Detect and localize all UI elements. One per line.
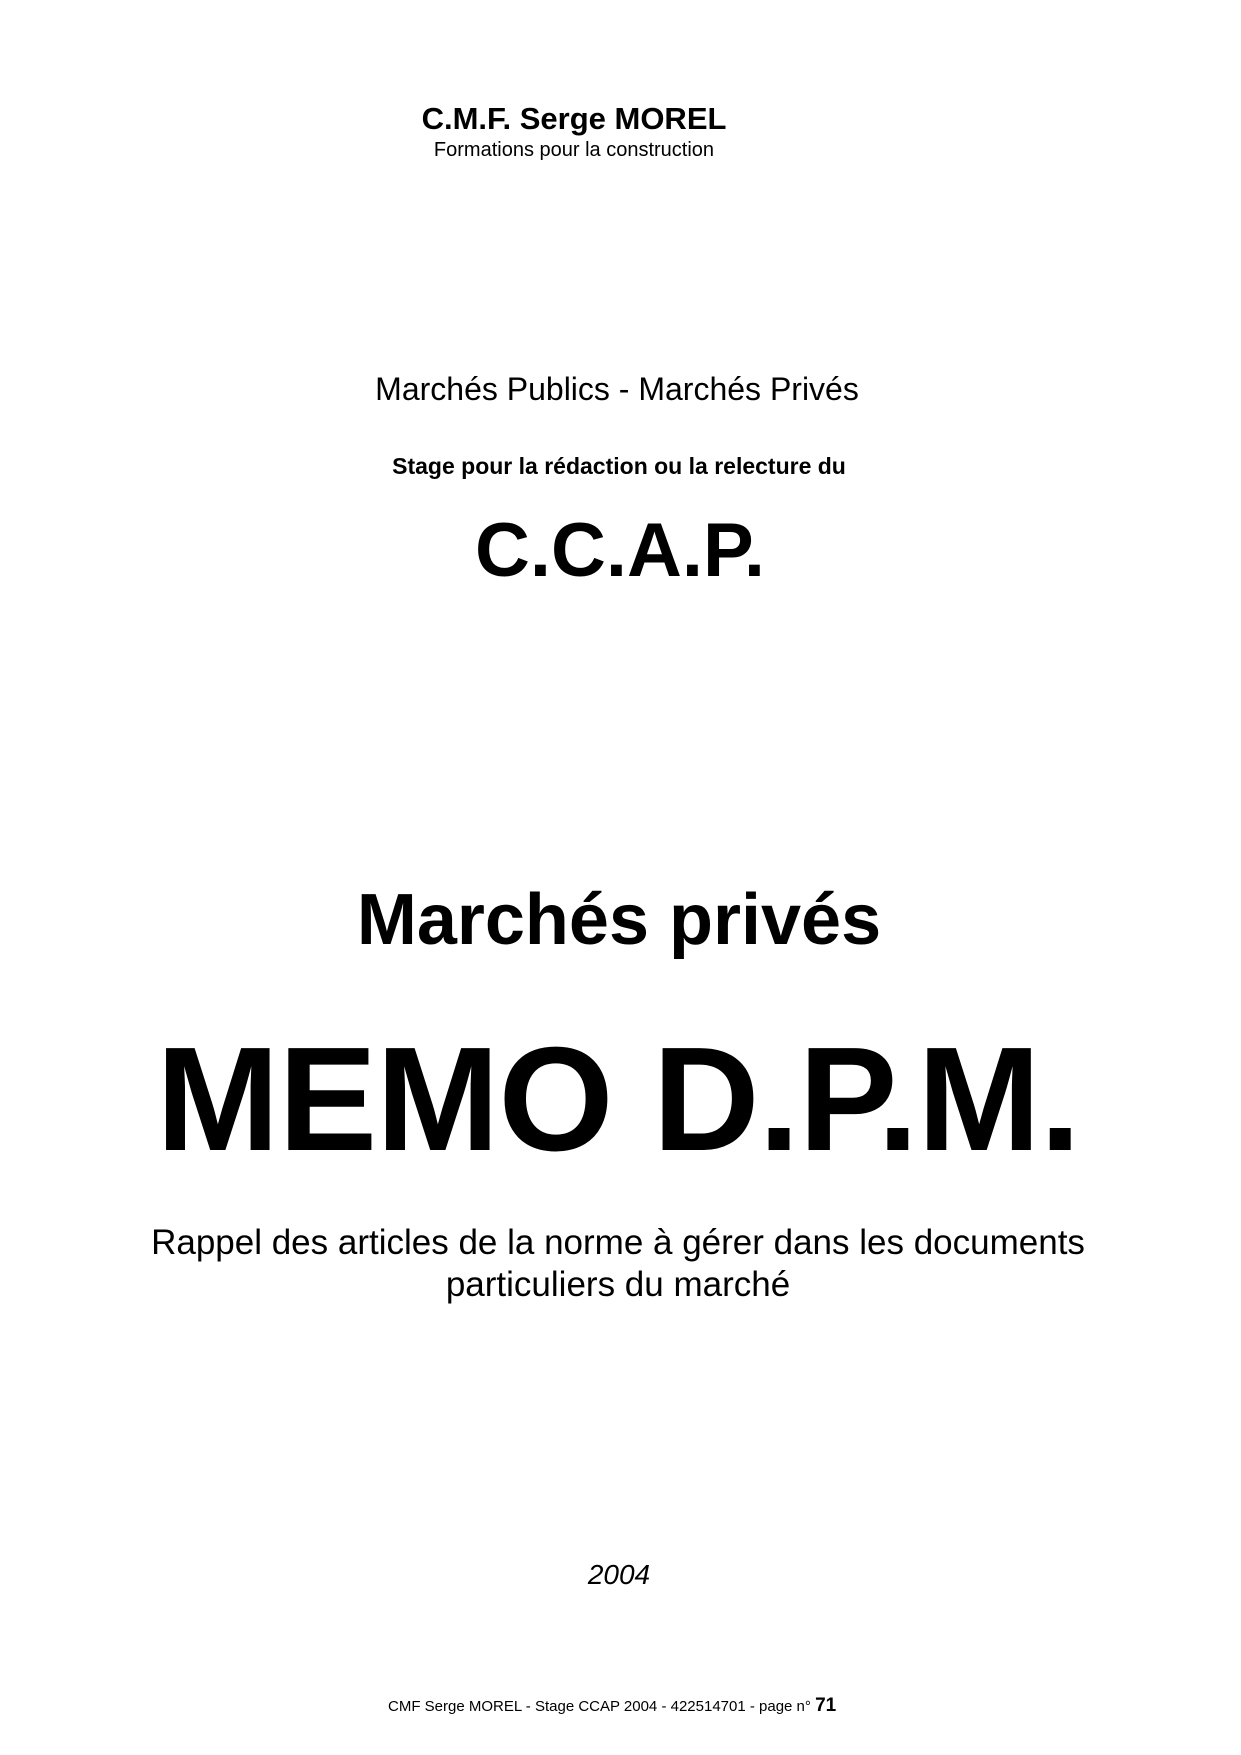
document-title: MEMO D.P.M.	[156, 1017, 1080, 1182]
description-line-1: Rappel des articles de la norme à gérer dans les documents	[151, 1223, 1085, 1262]
footer-text: CMF Serge MOREL - Stage CCAP 2004 - 422514701 - page n°	[388, 1698, 816, 1715]
markets-heading: Marchés Publics - Marchés Privés	[375, 371, 859, 407]
organization-name: C.M.F. Serge MOREL	[421, 101, 727, 136]
document-year: 2004	[587, 1559, 651, 1590]
ccap-title: C.C.A.P.	[474, 508, 765, 593]
page-number: 71	[815, 1695, 837, 1716]
section-subtitle: Marchés privés	[356, 880, 882, 960]
organization-tagline: Formations pour la construction	[433, 139, 715, 161]
page-footer	[388, 1696, 836, 1717]
stage-heading: Stage pour la rédaction ou la relecture du	[392, 453, 846, 479]
description-line-2: particuliers du marché	[445, 1265, 791, 1304]
